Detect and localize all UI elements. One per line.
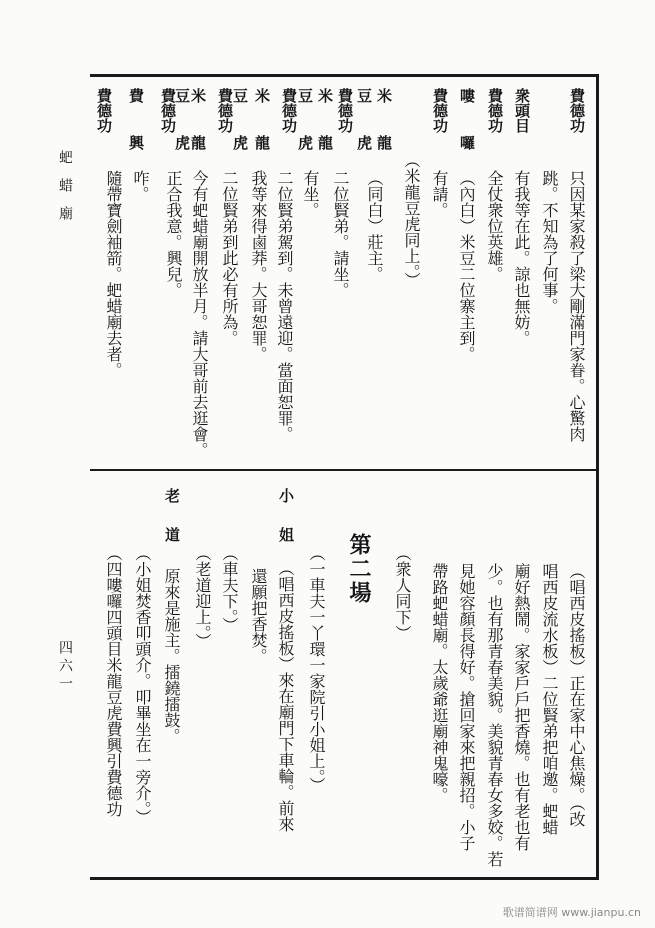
speaker: 豆虎 [296,88,314,182]
stage-direction: （米龍豆虎同上。） [402,152,421,288]
speaker: 豆虎 [355,88,373,182]
dialogue-line: 原來是施主。擂鐃擂鼓。 [162,568,181,744]
dialogue-line: （同白）莊主。 [365,170,384,282]
aria-line: （唱西皮搖板）正在家中心焦燥。（改 [567,563,586,827]
speaker: 豆虎 [173,88,191,182]
speaker: 費德功 [280,88,298,133]
watermark: 歌谱简谱网 www.jianpu.cn [502,906,641,919]
dialogue-line: 有我等在此。諒也無妨。 [512,170,531,346]
speaker: 費德功 [486,88,504,133]
stage-direction: （老道迎上。） [193,545,212,649]
speaker: 米龍 [189,88,207,182]
dialogue-line: 二位賢弟。請坐。 [331,170,350,298]
speaker: 費興 [127,88,145,182]
aria-line: 見她容顏長得好。搶回家來把親招。小子 [457,563,476,851]
dialogue-line: 二位賢弟到此必有所為。 [220,170,239,346]
frame-middle-rule [90,469,599,471]
dialogue-line: 有請。 [430,170,449,218]
aria-line: 少。也有那青春美貌。美貌青春女多姣。若 [485,563,504,867]
stage-direction: （車夫下。） [220,545,239,633]
frame-right-rule [596,74,599,880]
page-number: 四六一 [57,640,73,694]
dialogue-line: 還願把香焚。 [249,568,268,664]
dialogue-line: （內白）米豆二位寨主到。 [457,170,476,362]
dialogue-line: 隨帶寶劍袖箭。蚆蜡廟去者。 [104,170,123,378]
frame-top-rule [90,74,599,77]
speaker: 費德功 [159,88,177,133]
book-title: 蚆蜡廟 [57,150,73,234]
aria-line: 帶路蚆蜡廟。太歲爺逛廟神鬼嚎。 [430,563,449,803]
speaker: 費德功 [568,88,586,133]
dialogue-line: （唱西皮搖板）來在廟門下車輪。前來 [276,560,295,832]
frame-bottom-rule [90,877,599,880]
speaker: 嘍囉 [458,88,476,182]
dialogue-line: 正合我意。興兒。 [164,170,183,298]
speaker: 米龍 [253,88,271,182]
speaker: 老道 [163,488,181,566]
speaker: 米龍 [316,88,334,182]
stage-direction: （四嘍囉四頭目米龍豆虎費興引費德功 [104,545,123,817]
speaker: 費德功 [431,88,449,133]
speaker: 豆虎 [231,88,249,182]
dialogue-line: 全仗衆位英雄。 [485,170,504,282]
dialogue-line: 我等來得鹵莽。大哥恕罪。 [249,170,268,362]
dialogue-line: 二位賢弟駕到。未曾遠迎。當面恕罪。 [275,170,294,442]
speaker: 費德功 [336,88,354,133]
stage-direction: （小姐焚香叩頭介。叩畢坐在一旁介。） [133,545,152,825]
stage-direction: （一車夫一丫環一家院引小姐上。） [307,545,326,793]
dialogue-line: 有坐。 [301,170,320,218]
speaker: 衆頭目 [513,88,531,133]
aria-line: 唱西皮流水板）二位賢弟把咱邀。蚆蜡 [540,563,559,835]
speaker: 費德功 [216,88,234,133]
dialogue-line: 今有蚆蜡廟開放半月。請大哥前去逛會。 [190,170,209,458]
scene-title: 第二場 [346,533,372,605]
dialogue-line: 只因某家殺了梁大剛滿門家眷。心驚肉 [567,170,586,442]
speaker: 小姐 [277,488,295,566]
speaker: 米龍 [375,88,393,182]
aria-line: 廟好熱鬧。家家戶戶把香燒。也有老也有 [512,563,531,851]
speaker: 費德功 [95,88,113,133]
dialogue-line: 跳。不知為了何事。 [540,170,559,314]
stage-direction: （衆人同下） [393,545,412,641]
dialogue-line: 咋。 [131,170,150,202]
